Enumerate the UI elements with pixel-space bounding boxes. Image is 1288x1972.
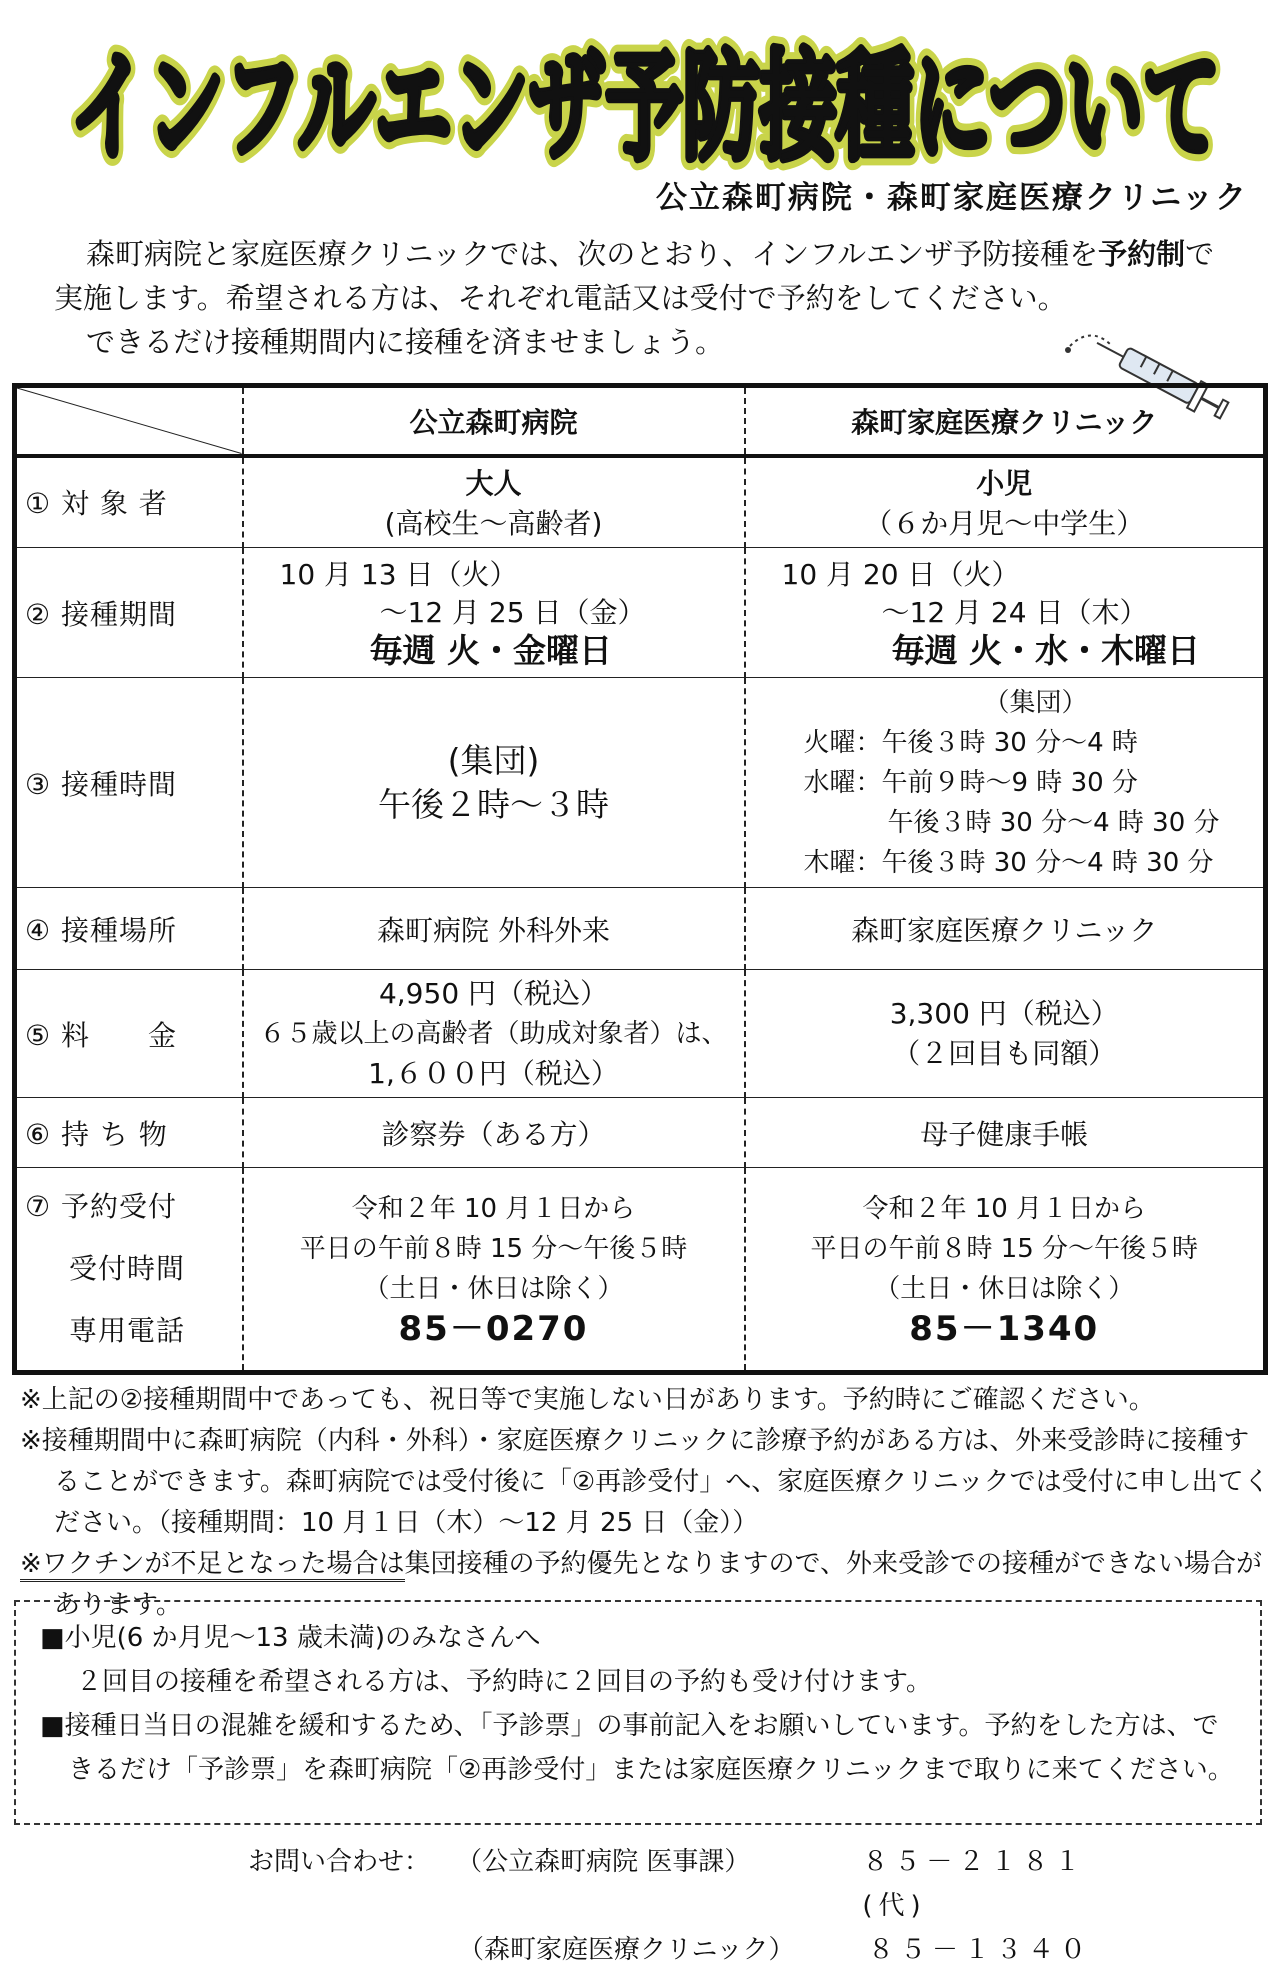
period-clinic-start: 10 月 20 日（火） xyxy=(781,557,1020,591)
time-clinic-wed-pm: 午後３時 30 分～4 時 30 分 xyxy=(887,807,1220,838)
intro-reservation-emphasis: 予約制 xyxy=(1098,237,1186,271)
table-row xyxy=(15,548,1266,678)
row-label-reserve-hours: 受付時間 xyxy=(69,1252,186,1285)
reserve-hospital-closed: （土日・休日は除く） xyxy=(363,1274,624,1304)
place-clinic: 森町家庭医療クリニック xyxy=(745,888,1266,970)
contact-section xyxy=(248,1840,1148,1972)
info-box xyxy=(14,1600,1262,1825)
reserve-hospital-hours: 平日の午前８時 15 分～午後５時 xyxy=(299,1234,688,1264)
box-children-heading: ■小児(6 か月児～13 歳未満)のみなさんへ xyxy=(40,1623,541,1653)
box-children-text: ２回目の接種を希望される方は、予約時に２回目の予約も受け付けます。 xyxy=(76,1667,932,1697)
items-clinic: 母子健康手帳 xyxy=(745,1098,1266,1168)
reserve-hospital-start: 令和２年 10 月１日から xyxy=(351,1194,636,1224)
column-header-hospital: 公立森町病院 xyxy=(243,386,745,456)
period-hospital-start: 10 月 13 日（火） xyxy=(279,557,518,591)
box-prescreen-text: ■接種日当日の混雑を緩和するため、「予診票」の事前記入をお願いしています。予約をした方は、できるだけ「予診票」を森町病院「②再診受付」または家庭医療クリニックまで取りに来てください。 xyxy=(40,1711,1234,1785)
reserve-clinic-closed: （土日・休日は除く） xyxy=(874,1274,1135,1304)
reserve-clinic-phone: 85－1340 xyxy=(909,1309,1100,1349)
vaccination-table xyxy=(12,383,1268,1375)
svg-text:インフルエンザ予防接種について: インフルエンザ予防接種について xyxy=(70,38,1220,176)
note-vaccine-shortage-underlined: ※ワクチンが不足となった場合は xyxy=(20,1549,405,1582)
notes-section xyxy=(20,1380,1270,1626)
target-clinic-main: 小児 xyxy=(976,467,1033,501)
contact-hospital-phone: ８５－２１８１(代) xyxy=(862,1847,1087,1921)
row-label-fee: ⑤ 料 金 xyxy=(15,970,243,1098)
note-vaccine-shortage-rest: 集団接種の予約優先となりますので、外来受診での接種ができない場合があります。 xyxy=(54,1549,1262,1620)
row-label-place: ④ 接種場所 xyxy=(15,888,243,970)
table-row xyxy=(15,970,1266,1098)
note-holidays: ※上記の②接種期間中であっても、祝日等で実施しない日があります。予約時にご確認ください。 xyxy=(20,1385,1155,1415)
fee-hospital-price: 4,950 円（税込） xyxy=(378,976,609,1010)
svg-text:インフルエンザ予防接種について: インフルエンザ予防接種について xyxy=(70,38,1220,176)
period-hospital-end: ～12 月 25 日（金） xyxy=(379,595,646,629)
row-label-time: ③ 接種時間 xyxy=(15,678,243,888)
intro-line-1-end: で xyxy=(1185,237,1215,271)
intro-line-2: 実施します。希望される方は、それぞれ電話又は受付で予約をしてください。 xyxy=(54,281,1067,315)
target-clinic-sub: （６か月児～中学生） xyxy=(864,507,1145,541)
fee-clinic-second-dose: （２回目も同額） xyxy=(892,1036,1117,1070)
column-header-clinic: 森町家庭医療クリニック xyxy=(745,386,1266,456)
fee-hospital-elderly-note: ６５歳以上の高齢者（助成対象者）は、 xyxy=(259,1018,728,1049)
target-hospital-sub: (高校生～高齢者) xyxy=(384,507,603,541)
row-label-target: ① 対 象 者 xyxy=(15,456,243,548)
contact-hospital-dept: （公立森町病院 医事課） xyxy=(456,1847,751,1877)
place-hospital: 森町病院 外科外来 xyxy=(243,888,745,970)
note-outpatient: ※接種期間中に森町病院（内科・外科）・家庭医療クリニックに診療予約がある方は、外来受診時に接種することができます。森町病院では受付後に「②再診受付」へ、家庭医療クリニックでは受付に申し出てください。（接種期間：10 月１日（木）～12 月 25 日（金）） xyxy=(20,1426,1270,1538)
contact-label: お問い合わせ： xyxy=(248,1847,431,1877)
intro-line-1: 森町病院と家庭医療クリニックでは、次のとおり、インフルエンザ予防接種を xyxy=(86,237,1099,271)
time-clinic-group: （集団） xyxy=(983,687,1088,718)
fee-clinic-price: 3,300 円（税込） xyxy=(889,996,1119,1030)
row-label-period: ② 接種期間 xyxy=(15,548,243,678)
row-label-reserve: ⑦ 予約受付 xyxy=(25,1190,178,1223)
table-row xyxy=(15,1098,1266,1168)
items-hospital: 診察券（ある方） xyxy=(243,1098,745,1168)
reserve-hospital-phone: 85－0270 xyxy=(398,1309,589,1349)
contact-clinic: （森町家庭医療クリニック） xyxy=(458,1935,795,1965)
table-corner xyxy=(15,386,243,456)
target-hospital-main: 大人 xyxy=(465,467,522,501)
page-title xyxy=(60,30,1230,180)
svg-text:インフルエンザ予防接種について: インフルエンザ予防接種について xyxy=(70,38,1220,176)
period-hospital-days: 毎週 火・金曜日 xyxy=(369,630,612,670)
fee-hospital-elderly-price: 1,６００円（税込） xyxy=(368,1056,619,1090)
contact-clinic-phone: ８５－１３４０ xyxy=(868,1935,1093,1965)
row-label-items: ⑥ 持 ち 物 xyxy=(15,1098,243,1168)
time-clinic-thu: 木曜：午後３時 30 分～4 時 30 分 xyxy=(803,847,1214,878)
table-row xyxy=(15,1168,1266,1373)
row-label-reserve-phone: 専用電話 xyxy=(69,1314,186,1347)
time-clinic-tue: 火曜：午後３時 30 分～4 時 xyxy=(803,727,1138,758)
time-hospital-group: (集団) xyxy=(447,740,540,780)
organization-name: 公立森町病院・森町家庭医療クリニック xyxy=(655,180,1248,216)
period-clinic-end: ～12 月 24 日（木） xyxy=(881,595,1148,629)
reserve-clinic-hours: 平日の午前８時 15 分～午後５時 xyxy=(810,1234,1199,1264)
reserve-clinic-start: 令和２年 10 月１日から xyxy=(862,1194,1147,1224)
period-clinic-days: 毎週 火・水・木曜日 xyxy=(891,630,1200,670)
intro-line-3: できるだけ接種期間内に接種を済ませましょう。 xyxy=(86,325,725,359)
table-row xyxy=(15,678,1266,888)
time-hospital-hours: 午後２時～３時 xyxy=(378,784,609,824)
table-row xyxy=(15,456,1266,548)
table-row xyxy=(15,888,1266,970)
time-clinic-wed-am: 水曜：午前９時～9 時 30 分 xyxy=(803,767,1138,798)
